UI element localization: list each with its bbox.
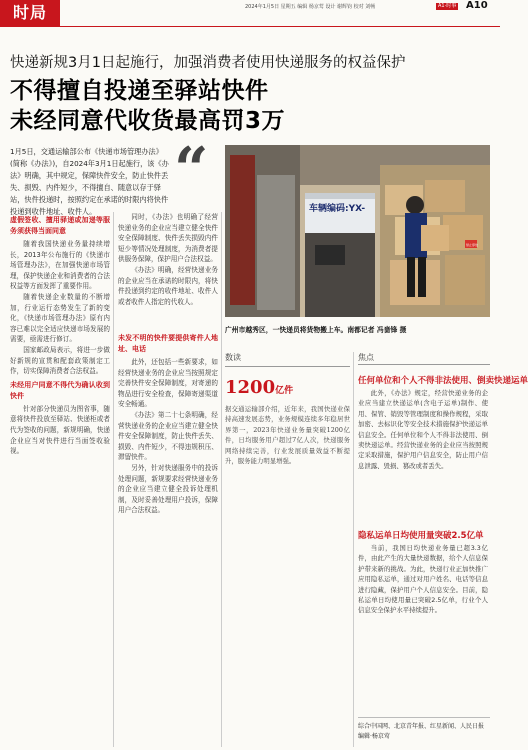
quote-mark: “ [174,135,209,205]
column-paragraph: 同时，《办法》也明确了经营快递业务的企业应当建立健全快件安全保障制度、快件丢失损毁内件短少等情况处理制度，为消费者提供服务保障，保护用户合法权益。 [118,213,218,264]
main-headline-line1: 不得擅自投递至驿站快件 [10,78,269,104]
photo-caption: 广州市越秀区，一快递员将货物搬上车。南都记者 冯啬锋 摄 [225,326,407,334]
focus-paragraph-1 [358,388,488,471]
lead-paragraph: 1月5日，交通运输部公布《快递市场管理办法》(简称《办法》)，自2024年3月1日起施行，该《办法》明确，其中规定，保障快件安全，防止快件丢失、损毁、内件短少，不得擅自、随意以存于驿站，快件投递时，按照约定在承诺的时限内将快件投递到收件地址、收件人。 [10,147,169,216]
subtitle: 快递新规3月1日起施行，加强消费者使用快递服务的权益保护 [10,55,406,71]
main-headline-line2: 未经同意代收货最高罚3万 [10,108,286,134]
column-subheading: 未经用户同意不得代为确认收到快件 [10,380,110,400]
section-badge: 时局 [0,0,60,26]
column-paragraph: 随着我国快递业务量持续增长，2013年公布施行的《快递市场管理办法》，在加强快递市场管理，保护快递企业和消费者的合法权益等方面发挥了重要作用。 [10,240,110,291]
page-number: A10 [466,0,488,11]
sign-text: 车辆编码:YX- [309,204,366,214]
focus-label: 焦点 [358,353,374,362]
run-info: 2024年1月5日 星期五 编辑 杨京莺 设计 谢辉钧 校对 刘畅 [245,4,376,10]
news-photo [225,145,490,317]
column-paragraph: 《办法》第二十七条明确，经营快递业务的企业应当建立健全快件安全保障制度，防止快件丢失、损毁、内件短少，不得违规积压、滞留快件。 [118,410,218,462]
focus-para-1-text: 此外，《办法》规定，经营快递业务的企业应当建立快递运单(含电子运单)制作、使用、保管、销毁等管理制度和操作规程，采取加密、去标识化等安全技术措施保护快递运单信息安全。任何单位和个人不得非法使用、倒卖快递运单。经营快递业务的企业应当按照规定采取措施，保护用户信息安全，防止用户信息泄露、毁损、篡改或者丢失。 [358,389,488,470]
sources-credit: 综合中国网、北京青年报、红星新闻、人民日报 [358,723,485,730]
column-paragraph: 国家邮政局表示，将进一步做好新规的宣贯和配套政策制定工作，切实保障消费者合法权益。 [10,345,110,376]
column-paragraph: 《办法》明确，经营快递业务的企业应当在承诺的时限内，将快件投递到约定的收件地址、收件人或者收件人指定的代收人。 [118,265,218,306]
body-column-3 [118,330,218,516]
focus-para-2-text: 当前，我国日均快递业务量已超3.3亿件，由此产生的大量快递数据，给个人信息保护带来新的挑战。为此，快递行业正加快推广应用隐私运单，通过对用户姓名、电话等信息进行隐藏，保护用户个人信息安全。目前，隐私运单日均使用量已突破2.5亿单，行业个人信息安全保护水平持续提升。 [358,544,488,615]
focus-title-2: 隐私运单日均使用量突破2.5亿单 [358,531,484,541]
masthead [0,0,500,26]
sticker-text: 禁止停放 [466,243,479,247]
data-box-label: 数读 [225,352,350,367]
column-paragraph: 随着快递企业数量的不断增加，行业运行态势发生了新的变化，《快递市场管理办法》原有内容已难以完全适应快递市场发展的需要，亟需进行修订。 [10,292,110,344]
data-box-text: 据交通运输部介绍，近年来，我国快递业保持高速发展态势，业务规模连续多年稳居世界第一，2023年快递业务量突破1200亿件，日均服务用户超过7亿人次，快递服务网络持续完善，行业发展质量效益不断提升，服务能力明显增强。 [225,405,350,466]
body-column-2 [118,212,218,307]
body-column-1 [10,212,110,457]
focus-rule [358,364,490,365]
data-number-value: 1200 [225,377,276,398]
focus-paragraph-2 [358,543,488,616]
column-paragraph: 另外，针对快递服务中的投诉处理问题，新规要求经营快递业务的企业应当建立健全投诉处理机制，及时妥善处理用户投诉，保障用户合法权益。 [118,463,218,515]
column-paragraph: 针对部分快递员为图省事，随意将快件投放至驿站、快递柜或者代为签收的问题，新规明确，快递企业应当对快件进行当面签收验视。 [10,404,110,456]
column-divider [221,212,222,747]
focus-title-1: 任何单位和个人不得非法使用、倒卖快递运单 [358,376,528,386]
data-box-number [225,377,350,398]
data-number-unit: 亿件 [275,386,294,396]
column-subheading: 未发不明的快件要提供寄件人地址、电话 [118,334,218,353]
column-paragraph: 此外，还包括一些新要求，如经营快递业务的企业应当按照规定完善快件安全保障制度，对寄递的物品进行安全检查，保障寄递渠道安全畅通。 [118,358,218,409]
photo-illustration [225,145,490,317]
editor-credit: 编辑·杨京莺 [358,733,390,740]
column-subheading: 虚假签收、擅用驿递或加递等服务须获得当面同意 [10,216,110,235]
masthead-rule [0,26,500,27]
section-tag: A1·时事 [438,3,457,9]
column-divider [353,352,354,747]
footer-rule [358,717,490,718]
column-divider [113,212,114,747]
data-box [225,352,350,466]
